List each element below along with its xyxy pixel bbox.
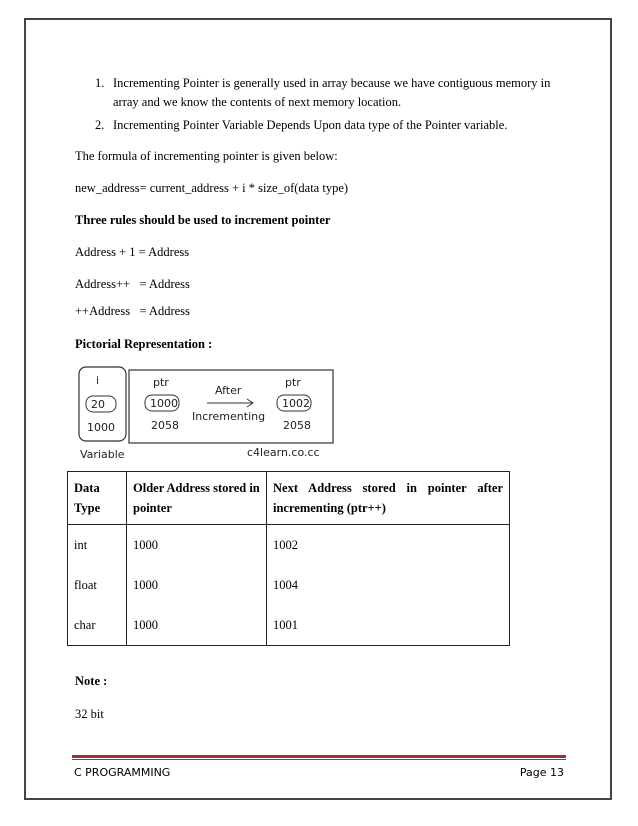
footer-rule-thin	[72, 759, 566, 760]
arrow-top-label: After	[215, 384, 242, 397]
variable-address: 1000	[87, 421, 115, 434]
table-header-row	[68, 472, 510, 525]
table-cell: float	[68, 565, 127, 605]
table-cell: 1000	[127, 565, 267, 605]
variable-value: 20	[91, 398, 105, 411]
diagram-credit: c4learn.co.cc	[247, 446, 320, 459]
table-row	[68, 525, 510, 566]
table-row	[68, 565, 510, 605]
ptr-before-label: ptr	[153, 376, 169, 389]
list-number: 2.	[95, 118, 105, 132]
ptr-after-address: 2058	[283, 419, 311, 432]
list-text: Incrementing Pointer Variable Depends Upon data type of the Pointer variable.	[113, 118, 508, 132]
address-table	[67, 471, 510, 646]
table-cell: 1002	[267, 525, 510, 566]
rule-1: Address + 1 = Address	[75, 245, 190, 259]
pointer-diagram	[77, 366, 335, 466]
list-item	[95, 116, 565, 135]
list-number: 1.	[95, 76, 105, 90]
rule-2: Address++ = Address	[75, 277, 190, 291]
table-cell: char	[68, 605, 127, 646]
table-header: Older Address stored in pointer	[127, 472, 267, 525]
table-row	[68, 605, 510, 646]
ptr-after-value: 1002	[282, 397, 310, 410]
numbered-list	[95, 74, 565, 135]
table-header: Data Type	[68, 472, 127, 525]
footer-rule	[72, 755, 566, 758]
ptr-before-address: 2058	[151, 419, 179, 432]
pictorial-heading: Pictorial Representation :	[75, 337, 213, 351]
list-text: Incrementing Pointer is generally used in array because we have contiguous memory in array and we know the contents of next memory location.	[113, 76, 551, 109]
rule-3: ++Address = Address	[75, 304, 190, 318]
note-text: 32 bit	[75, 707, 104, 721]
formula-text: new_address= current_address + i * size_of(data type)	[75, 181, 349, 195]
footer-title: C PROGRAMMING	[74, 766, 171, 779]
table-cell: 1000	[127, 525, 267, 566]
ptr-before-value: 1000	[150, 397, 178, 410]
rules-heading: Three rules should be used to increment pointer	[75, 213, 331, 227]
ptr-after-label: ptr	[285, 376, 301, 389]
table-cell: 1000	[127, 605, 267, 646]
note-heading: Note :	[75, 674, 108, 688]
page-number: Page 13	[519, 766, 564, 779]
arrow-bottom-label: Incrementing	[192, 410, 266, 423]
variable-name: i	[96, 374, 100, 387]
list-item	[95, 74, 565, 112]
variable-caption: Variable	[80, 448, 125, 461]
table-cell: 1001	[267, 605, 510, 646]
table-cell: int	[68, 525, 127, 566]
formula-intro: The formula of incrementing pointer is given below:	[75, 149, 338, 163]
table-cell: 1004	[267, 565, 510, 605]
table-header: Next Address stored in pointer after incrementing (ptr++)	[267, 472, 510, 525]
